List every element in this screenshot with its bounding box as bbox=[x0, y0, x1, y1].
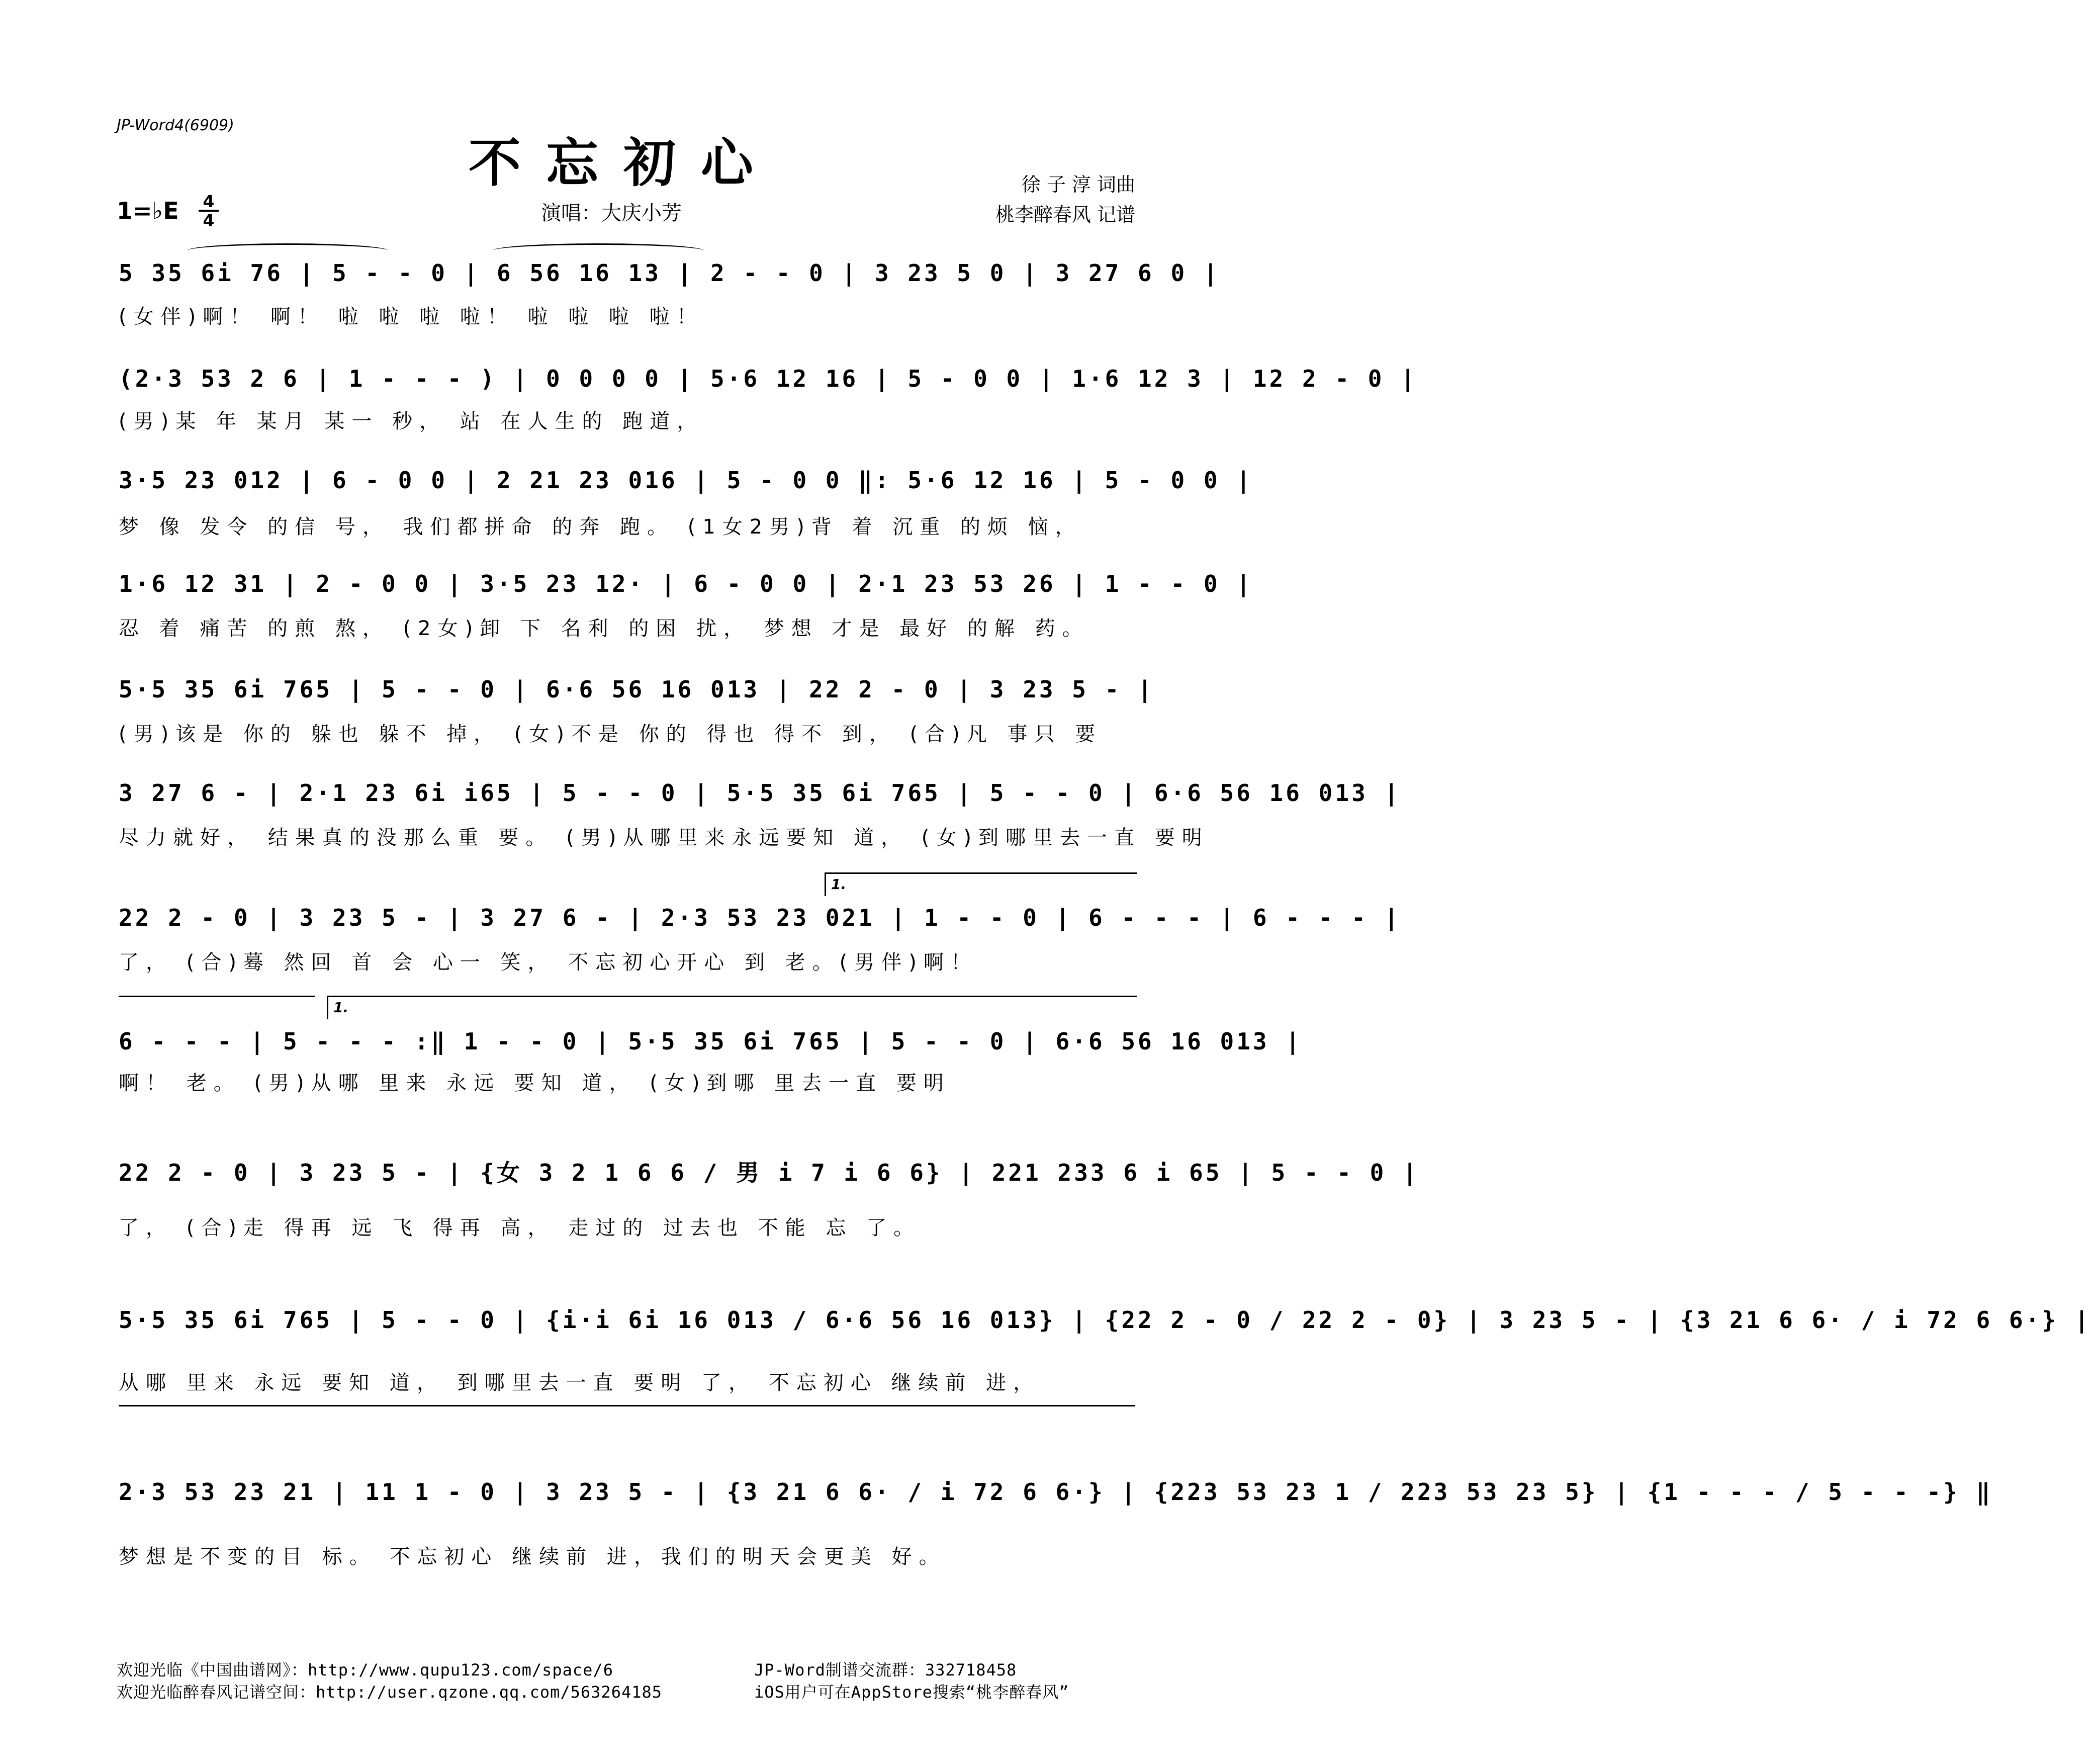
notation-line: (2·3 53 2 6 | 1 - - - ) | 0 0 0 0 | 5·6 12 16 | 5 - 0 0 | 1·6 12 3 | 12 2 - 0 | bbox=[119, 365, 1417, 392]
key-signature: 1=♭E bbox=[117, 197, 179, 224]
notation-line: 3 27 6 - | 2·1 23 6i i65 | 5 - - 0 | 5·5 35 6i 765 | 5 - - 0 | 6·6 56 16 013 | bbox=[119, 779, 1401, 807]
section-rule bbox=[119, 1405, 1135, 1406]
footer-qzone-link: 欢迎光临醉春风记谱空间：http://user.qzone.qq.com/563264185 bbox=[117, 1683, 663, 1702]
time-signature bbox=[199, 193, 219, 229]
volta-label: 1. bbox=[333, 999, 349, 1016]
volta-label: 1. bbox=[831, 876, 847, 893]
lyric-line: 忍 着 痛苦 的煎 熬， (2女)卸 下 名利 的困 扰， 梦想 才是 最好 的解 药。 bbox=[119, 617, 1089, 640]
notation-line: 5·5 35 6i 765 | 5 - - 0 | 6·6 56 16 013 | 22 2 - 0 | 3 23 5 - | bbox=[119, 676, 1154, 703]
lyric-line: 啊！ 老。 (男)从哪 里来 永远 要知 道， (女)到哪 里去一直 要明 bbox=[119, 1072, 951, 1095]
volta-continuation bbox=[119, 996, 315, 997]
time-denominator: 4 bbox=[199, 210, 219, 229]
lyric-line: 从哪 里来 永远 要知 道， 到哪里去一直 要明 了， 不忘初心 继续前 进， bbox=[119, 1371, 1041, 1394]
notation-line: 5 35 6i 76 | 5 - - 0 | 6 56 16 13 | 2 - - 0 | 3 23 5 0 | 3 27 6 0 | bbox=[119, 259, 1220, 287]
notation-line: 22 2 - 0 | 3 23 5 - | 3 27 6 - | 2·3 53 23 021 | 1 - - 0 | 6 - - - | 6 - - - | bbox=[119, 904, 1401, 931]
phrase-slur bbox=[187, 243, 388, 258]
notation-line: 1·6 12 31 | 2 - 0 0 | 3·5 23 12· | 6 - 0 0 | 2·1 23 53 26 | 1 - - 0 | bbox=[119, 570, 1253, 597]
lyric-line: (男)该是 你的 躲也 躲不 掉， (女)不是 你的 得也 得不 到， (合)凡 事只 要 bbox=[119, 723, 1103, 746]
lyric-line: 尽力就好， 结果真的没那么重 要。 (男)从哪里来永远要知 道， (女)到哪里去一直 要明 bbox=[119, 826, 1209, 849]
time-numerator: 4 bbox=[203, 192, 215, 211]
notation-line: 5·5 35 6i 765 | 5 - - 0 | {i·i 6i 16 013 / 6·6 56 16 013} | {22 2 - 0 / 22 2 - 0} | 3 23 5 - | {3 21 6 6· / i 72 6 6·} | bbox=[119, 1306, 2091, 1334]
footer-site-link: 欢迎光临《中国曲谱网》：http://www.qupu123.com/space/6 bbox=[117, 1660, 613, 1680]
volta-bracket bbox=[327, 996, 1137, 1019]
phrase-slur bbox=[493, 243, 704, 258]
notation-line: 3·5 23 012 | 6 - 0 0 | 2 21 23 016 | 5 - 0 0 ‖: 5·6 12 16 | 5 - 0 0 | bbox=[119, 467, 1253, 494]
transcriber-credit: 桃李醉春风 记谱 bbox=[995, 204, 1135, 226]
lyric-line: (男)某 年 某月 某一 秒， 站 在人生的 跑道， bbox=[119, 410, 704, 433]
footer-appstore-note: iOS用户可在AppStore搜索“桃李醉春风” bbox=[754, 1683, 1069, 1702]
footer-group-number: JP-Word制谱交流群：332718458 bbox=[754, 1660, 1017, 1680]
lyricist-composer-credit: 徐 子 淳 词曲 bbox=[1021, 173, 1135, 196]
lyric-line: 梦 像 发令 的信 号， 我们都拼命 的奔 跑。 (1女2男)背 着 沉重 的烦 恼， bbox=[119, 515, 1082, 539]
song-title: 不忘初心 bbox=[468, 132, 778, 194]
lyric-line: 梦想是不变的目 标。 不忘初心 继续前 进，我们的明天会更美 好。 bbox=[119, 1545, 946, 1568]
notation-line: 6 - - - | 5 - - - :‖ 1 - - 0 | 5·5 35 6i 765 | 5 - - 0 | 6·6 56 16 013 | bbox=[119, 1028, 1302, 1055]
singer-credit: 演唱：大庆小芳 bbox=[541, 202, 682, 225]
lyric-line: 了， (合)蓦 然回 首 会 心一 笑， 不忘初心开心 到 老。(男伴)啊！ bbox=[119, 951, 978, 974]
notation-line: 22 2 - 0 | 3 23 5 - | {女 3 2 1 6 6 / 男 i 7 i 6 6} | 221 233 6 i 65 | 5 - - 0 | bbox=[119, 1159, 1419, 1186]
volta-bracket bbox=[825, 872, 1137, 896]
software-label: JP-Word4(6909) bbox=[117, 117, 234, 134]
lyric-line: 了， (合)走 得再 远 飞 得再 高， 走过的 过去也 不能 忘 了。 bbox=[119, 1216, 921, 1240]
notation-line: 2·3 53 23 21 | 11 1 - 0 | 3 23 5 - | {3 21 6 6· / i 72 6 6·} | {223 53 23 1 / 223 53 23 5} | {1 - - - / 5 - - -} ‖ bbox=[119, 1478, 1993, 1506]
lyric-line: (女伴)啊！ 啊！ 啦 啦 啦 啦！ 啦 啦 啦 啦！ bbox=[119, 305, 704, 328]
